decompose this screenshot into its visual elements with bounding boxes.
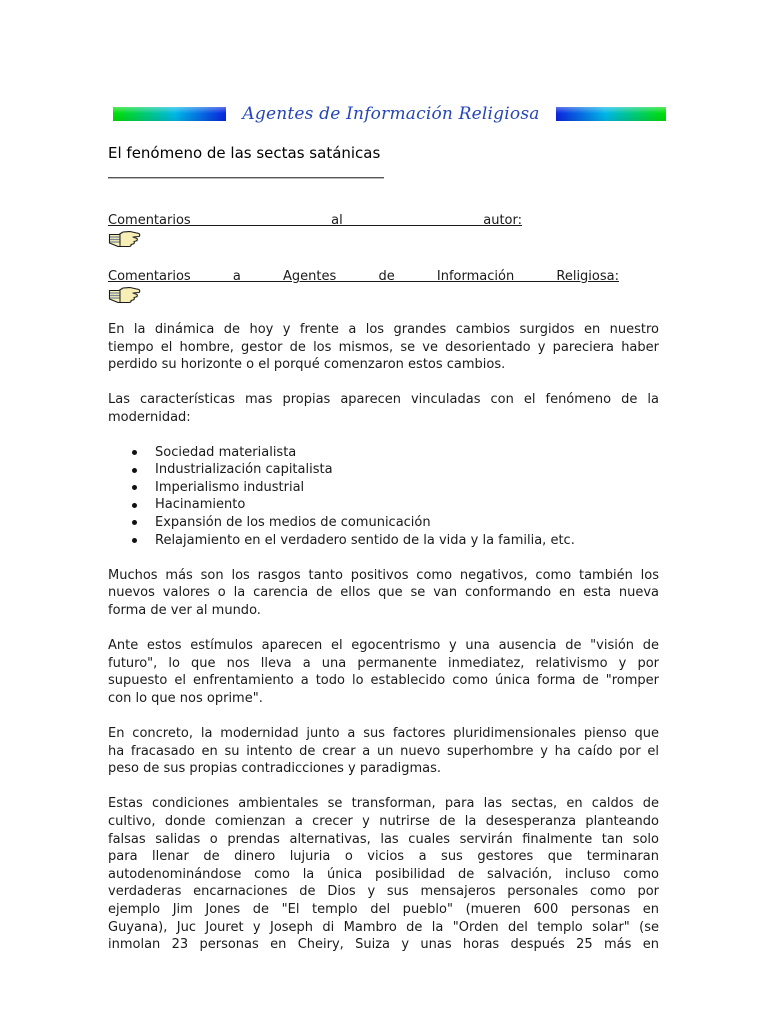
list-item: Expansión de los medios de comunicación [155, 514, 659, 532]
comment-author-link[interactable]: Comentarios al autor: [108, 213, 522, 228]
gradient-bar-left [113, 107, 226, 121]
comment-site-link[interactable]: Comentarios a Agentes de Información Religiosa: [108, 269, 619, 284]
gradient-bar-right [556, 107, 666, 121]
list-item: Hacinamiento [155, 496, 659, 514]
paragraph-line: En concreto, la modernidad junto a sus factores pluridimensionales pienso que [108, 726, 659, 742]
modernity-traits-list [108, 444, 659, 550]
article [108, 144, 659, 954]
paragraph-line: Estas condiciones ambientales se transforman, para las sectas, en caldos de [108, 796, 659, 812]
paragraph-line: con lo que nos oprime". [108, 690, 263, 706]
paragraph-line: forma de ver al mundo. [108, 602, 261, 618]
list-item: Sociedad materialista [155, 444, 659, 462]
paragraph-line: cultivo, donde comienzan a crecer y nutrirse de la desesperanza planteando [108, 814, 659, 830]
site-title: Agentes de Información Religiosa [242, 104, 540, 124]
pointing-hand-icon[interactable] [108, 286, 141, 304]
paragraph-line: supuesto el enfrentamiento a todo lo establecido como única forma de "romper [108, 673, 659, 689]
paragraph [108, 567, 659, 620]
paragraph [108, 321, 659, 374]
list-item: Imperialismo industrial [155, 479, 659, 497]
pointing-hand-icon[interactable] [108, 230, 141, 248]
paragraph-line: modernidad: [108, 409, 191, 425]
paragraph-line: perdido su horizonte o el porqué comenzaron estos cambios. [108, 357, 506, 373]
title-divider [108, 177, 384, 179]
site-banner [113, 104, 666, 124]
paragraph-line: futuro", lo que nos lleva a una permanente inmediatez, relativismo y por [108, 655, 659, 671]
paragraph-line: Las características mas propias aparecen vinculadas con el fenómeno de la [108, 392, 659, 408]
paragraph-line: verdaderas encarnaciones de Dios y sus mensajeros personales como por [108, 884, 659, 900]
paragraph-line: autodenominándose como la única posibilidad de salvación, incluso como [108, 866, 659, 882]
paragraph-line: peso de sus propias contradicciones y paradigmas. [108, 761, 442, 777]
paragraph-line: ejemplo Jim Jones de "El templo del pueblo" (mueren 600 personas en [108, 902, 659, 917]
paragraph [108, 637, 659, 707]
article-title: El fenómeno de las sectas satánicas [108, 144, 381, 162]
paragraph-line: falsas salidas o prendas alternativas, las cuales servirán finalmente tan solo [108, 831, 659, 847]
paragraph-line: para llenar de dinero lujuria o vicios a sus gestores que terminaran [108, 849, 659, 865]
list-item: Relajamiento en el verdadero sentido de la vida y la familia, etc. [155, 532, 659, 550]
list-item: Industrialización capitalista [155, 461, 659, 479]
paragraph-line: Ante estos estímulos aparecen el egocentrismo y una ausencia de "visión de [108, 638, 659, 654]
paragraph-line: Guyana), Juc Jouret y Joseph di Mambro de la "Orden del templo solar" (se [108, 919, 659, 935]
paragraph-line: tiempo el hombre, gestor de los mismos, se ve desorientado y pareciera haber [108, 339, 659, 355]
paragraph-line: En la dinámica de hoy y frente a los grandes cambios surgidos en nuestro [108, 322, 659, 337]
paragraph [108, 725, 659, 778]
paragraph [108, 795, 659, 953]
paragraph-line: nuevos valores o la carencia de ellos que se van conformando en esta nueva [108, 585, 659, 601]
paragraph-line: inmolan 23 personas en Cheiry, Suiza y unas horas después 25 más en [108, 937, 659, 953]
paragraph [108, 391, 659, 426]
paragraph-line: ha fracasado en su intento de crear a un nuevo superhombre y ha caído por el [108, 743, 659, 759]
paragraph-line: Muchos más son los rasgos tanto positivos como negativos, como también los [108, 567, 659, 583]
